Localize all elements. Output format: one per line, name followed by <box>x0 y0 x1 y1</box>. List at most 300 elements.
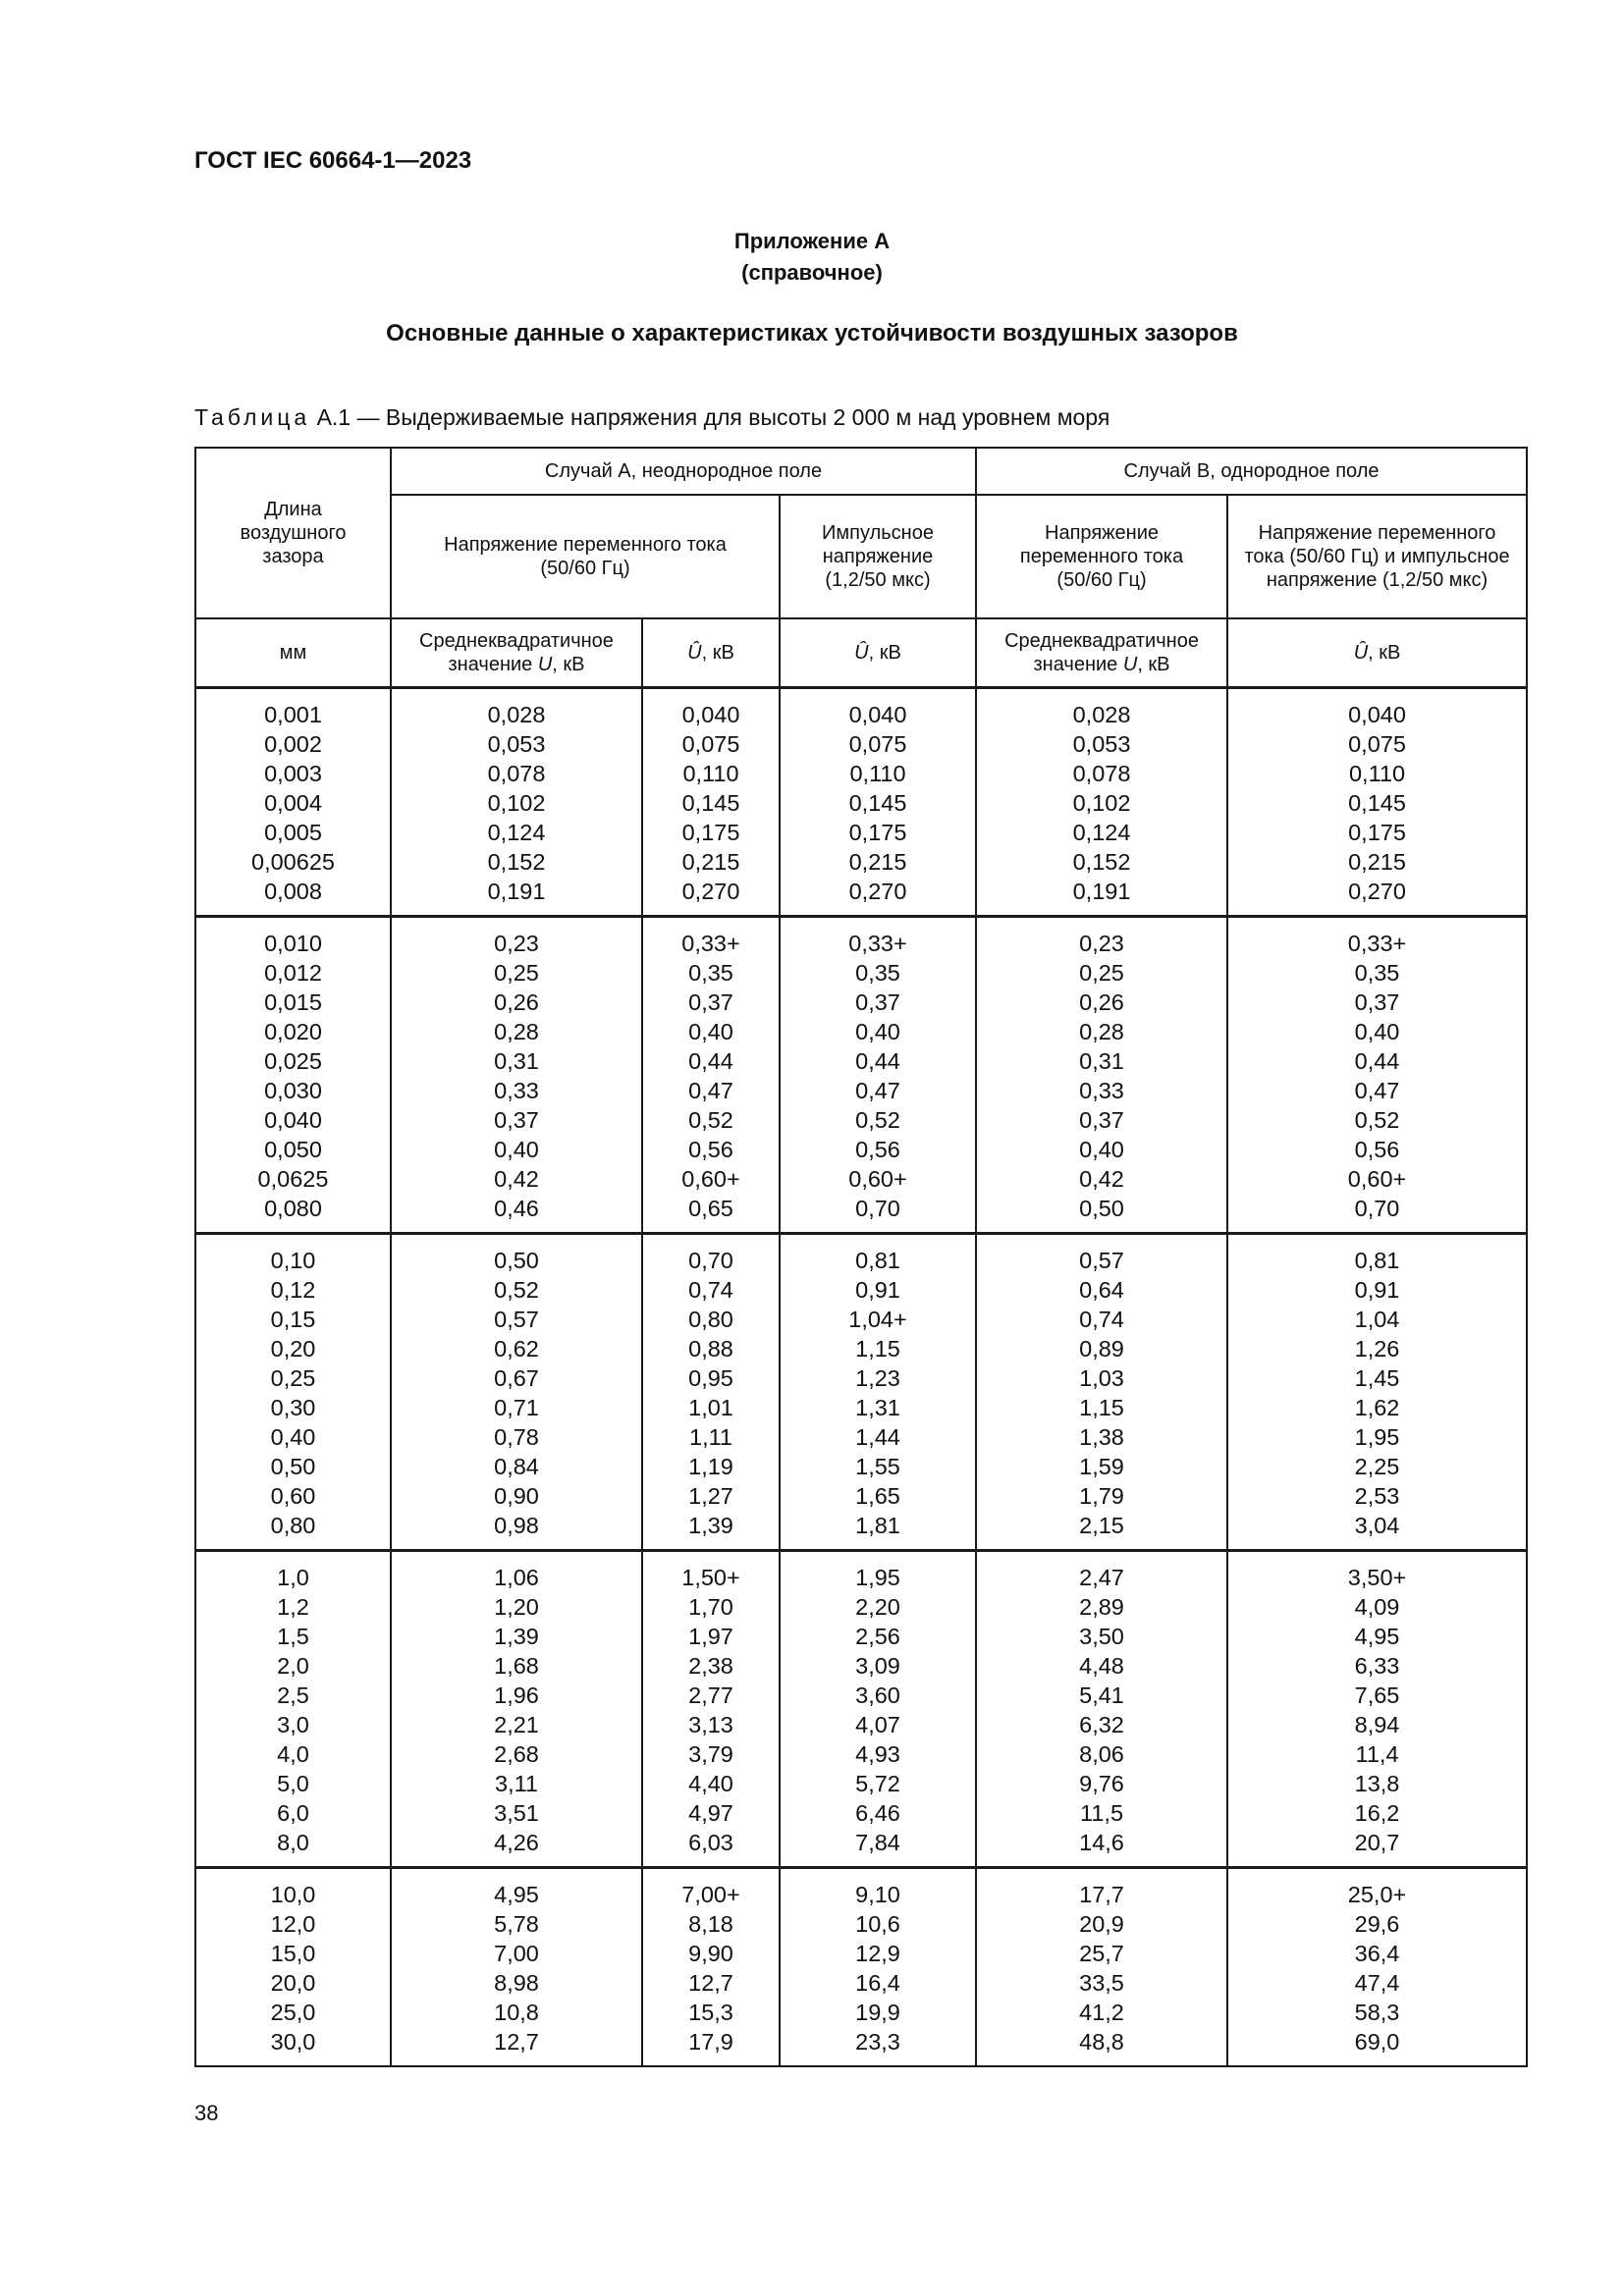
cell-value: 0,110 <box>1348 761 1406 786</box>
cell-value: 0,84 <box>494 1454 539 1479</box>
cell-value: 1,95 <box>855 1565 900 1590</box>
cell-value: 0,56 <box>855 1137 900 1162</box>
cell-value: 2,21 <box>494 1712 539 1737</box>
cell-value: 8,06 <box>1079 1741 1124 1767</box>
head-case-b: Случай В, однородное поле <box>976 448 1527 495</box>
cell-value: 0,145 <box>848 790 907 816</box>
cell-value: 0,005 <box>264 820 322 845</box>
cell-value: 12,0 <box>270 1911 316 1937</box>
table-group <box>195 1551 1527 1868</box>
cell-a-impulse <box>780 1868 976 2067</box>
cell-value: 1,06 <box>494 1565 539 1590</box>
withstand-voltage-table <box>194 447 1528 2067</box>
cell-value: 10,0 <box>270 1882 316 1907</box>
cell-value: 47,4 <box>1354 1970 1400 1996</box>
cell-value: 1,39 <box>688 1513 733 1538</box>
cell-value: 0,102 <box>487 790 546 816</box>
cell-value: 2,38 <box>688 1653 733 1679</box>
cell-value: 3,11 <box>495 1771 538 1796</box>
cell-value: 0,37 <box>494 1107 539 1133</box>
cell-value: 0,35 <box>688 960 733 986</box>
cell-value: 23,3 <box>855 2029 900 2055</box>
cell-b-peak <box>1227 917 1527 1234</box>
cell-value: 12,7 <box>688 1970 733 1996</box>
cell-value: 15,0 <box>270 1941 316 1966</box>
cell-value: 0,67 <box>494 1365 539 1391</box>
cell-value: 0,50 <box>494 1248 539 1273</box>
cell-value: 0,60+ <box>681 1166 740 1192</box>
cell-value: 6,0 <box>277 1800 309 1826</box>
cell-value: 0,81 <box>1354 1248 1400 1273</box>
cell-value: 2,5 <box>277 1682 309 1708</box>
cell-value: 0,42 <box>1079 1166 1124 1192</box>
annex-status: (справочное) <box>741 260 883 285</box>
cell-value: 0,60+ <box>848 1166 907 1192</box>
cell-value: 0,040 <box>848 702 907 727</box>
cell-value: 0,91 <box>855 1277 900 1303</box>
cell-value: 0,52 <box>1354 1107 1400 1133</box>
cell-value: 5,41 <box>1079 1682 1124 1708</box>
cell-b-peak <box>1227 688 1527 917</box>
cell-value: 1,95 <box>1354 1424 1400 1450</box>
cell-value: 0,110 <box>682 761 739 786</box>
cell-value: 0,47 <box>1354 1078 1400 1103</box>
cell-value: 1,23 <box>855 1365 900 1391</box>
cell-value: 0,62 <box>494 1336 539 1362</box>
cell-value: 0,075 <box>681 731 740 757</box>
cell-value: 0,175 <box>1348 820 1406 845</box>
cell-value: 4,95 <box>1354 1624 1400 1649</box>
cell-value: 1,31 <box>855 1395 900 1420</box>
cell-value: 8,94 <box>1354 1712 1400 1737</box>
cell-value: 1,38 <box>1079 1424 1124 1450</box>
cell-value: 4,97 <box>688 1800 733 1826</box>
cell-value: 0,31 <box>1079 1048 1124 1074</box>
head-b-rms: Среднеквадратичное значение U, кВ <box>976 618 1227 688</box>
cell-value: 1,20 <box>494 1594 539 1620</box>
cell-gap <box>195 1234 391 1551</box>
cell-value: 0,145 <box>1348 790 1406 816</box>
cell-value: 0,40 <box>270 1424 316 1450</box>
cell-value: 0,89 <box>1079 1336 1124 1362</box>
cell-value: 0,015 <box>264 989 322 1015</box>
cell-value: 7,00 <box>494 1941 539 1966</box>
cell-a-impulse <box>780 1234 976 1551</box>
cell-value: 0,64 <box>1079 1277 1124 1303</box>
cell-value: 1,45 <box>1354 1365 1400 1391</box>
cell-value: 0,47 <box>688 1078 733 1103</box>
cell-value: 3,51 <box>494 1800 539 1826</box>
cell-value: 1,97 <box>688 1624 733 1649</box>
cell-value: 1,04 <box>1354 1307 1400 1332</box>
cell-value: 0,124 <box>487 820 546 845</box>
cell-value: 16,4 <box>855 1970 900 1996</box>
cell-value: 1,68 <box>494 1653 539 1679</box>
cell-a-peak <box>642 1551 780 1868</box>
head-impulse-a: Импульсное напряжение (1,2/50 мкс) <box>780 495 976 618</box>
cell-value: 0,175 <box>848 820 907 845</box>
cell-value: 4,48 <box>1079 1653 1124 1679</box>
cell-value: 1,03 <box>1079 1365 1124 1391</box>
cell-value: 19,9 <box>855 2000 900 2025</box>
annex-label: Приложение А <box>733 229 891 253</box>
cell-value: 10,6 <box>855 1911 900 1937</box>
table-group <box>195 1234 1527 1551</box>
cell-value: 0,002 <box>264 731 322 757</box>
cell-value: 0,10 <box>270 1248 316 1273</box>
cell-value: 0,65 <box>688 1196 733 1221</box>
cell-value: 1,59 <box>1079 1454 1124 1479</box>
cell-value: 0,95 <box>688 1365 733 1391</box>
cell-value: 3,04 <box>1354 1513 1400 1538</box>
cell-value: 1,62 <box>1354 1395 1400 1420</box>
cell-b-rms <box>976 917 1227 1234</box>
cell-value: 0,40 <box>494 1137 539 1162</box>
table-group <box>195 1868 1527 2067</box>
cell-value: 0,88 <box>688 1336 733 1362</box>
cell-value: 25,0 <box>270 2000 316 2025</box>
cell-value: 0,28 <box>1079 1019 1124 1044</box>
cell-value: 5,72 <box>855 1771 900 1796</box>
cell-value: 29,6 <box>1354 1911 1400 1937</box>
cell-value: 0,42 <box>494 1166 539 1192</box>
cell-value: 0,98 <box>494 1513 539 1538</box>
cell-value: 3,13 <box>688 1712 733 1737</box>
cell-value: 0,52 <box>494 1277 539 1303</box>
cell-value: 15,3 <box>688 2000 733 2025</box>
cell-value: 58,3 <box>1354 2000 1400 2025</box>
cell-value: 0,053 <box>1072 731 1131 757</box>
cell-value: 1,44 <box>855 1424 900 1450</box>
head-ac-impulse-b: Напряжение переменного тока (50/60 Гц) и импульсное напряжение (1,2/50 мкс) <box>1227 495 1527 618</box>
cell-value: 0,20 <box>270 1336 316 1362</box>
cell-value: 36,4 <box>1354 1941 1400 1966</box>
table-caption-text: А.1 — Выдерживаемые напряжения для высоты 2 000 м над уровнем моря <box>316 404 1110 430</box>
cell-value: 0,078 <box>1072 761 1131 786</box>
cell-value: 1,11 <box>689 1424 732 1450</box>
cell-value: 0,40 <box>688 1019 733 1044</box>
cell-value: 0,075 <box>1348 731 1406 757</box>
cell-value: 0,33 <box>494 1078 539 1103</box>
cell-value: 1,65 <box>855 1483 900 1509</box>
cell-a-impulse <box>780 688 976 917</box>
cell-value: 0,37 <box>1354 989 1400 1015</box>
cell-value: 6,46 <box>855 1800 900 1826</box>
cell-value: 0,080 <box>264 1196 322 1221</box>
cell-value: 7,65 <box>1354 1682 1400 1708</box>
cell-value: 2,89 <box>1079 1594 1124 1620</box>
cell-value: 0,152 <box>487 849 546 875</box>
cell-value: 1,01 <box>688 1395 733 1420</box>
cell-value: 0,215 <box>848 849 907 875</box>
cell-value: 1,26 <box>1354 1336 1400 1362</box>
table-row <box>195 688 1527 917</box>
cell-value: 1,50+ <box>681 1565 740 1590</box>
cell-value: 0,33+ <box>848 931 907 956</box>
cell-b-peak <box>1227 1234 1527 1551</box>
cell-value: 0,35 <box>1354 960 1400 986</box>
cell-value: 0,70 <box>855 1196 900 1221</box>
cell-value: 1,55 <box>855 1454 900 1479</box>
cell-value: 17,9 <box>688 2029 733 2055</box>
cell-value: 0,37 <box>1079 1107 1124 1133</box>
cell-a-impulse <box>780 917 976 1234</box>
cell-value: 0,74 <box>1079 1307 1124 1332</box>
cell-value: 4,0 <box>277 1741 309 1767</box>
cell-value: 0,90 <box>494 1483 539 1509</box>
cell-value: 0,80 <box>270 1513 316 1538</box>
cell-value: 1,2 <box>277 1594 309 1620</box>
cell-value: 0,001 <box>264 702 322 727</box>
cell-value: 1,15 <box>1079 1395 1124 1420</box>
cell-value: 0,31 <box>494 1048 539 1074</box>
cell-value: 1,27 <box>688 1483 733 1509</box>
cell-a-impulse <box>780 1551 976 1868</box>
head-case-a: Случай А, неоднородное поле <box>391 448 976 495</box>
head-a-rms: Среднеквадратичное значение U, кВ <box>391 618 642 688</box>
cell-value: 33,5 <box>1079 1970 1124 1996</box>
cell-value: 2,25 <box>1354 1454 1400 1479</box>
cell-value: 2,47 <box>1079 1565 1124 1590</box>
cell-value: 41,2 <box>1079 2000 1124 2025</box>
cell-value: 0,040 <box>1348 702 1406 727</box>
cell-value: 2,0 <box>277 1653 309 1679</box>
cell-value: 2,56 <box>855 1624 900 1649</box>
cell-value: 0,26 <box>494 989 539 1015</box>
table-row <box>195 1551 1527 1868</box>
cell-value: 0,040 <box>264 1107 322 1133</box>
cell-value: 0,71 <box>494 1395 539 1420</box>
cell-value: 0,25 <box>270 1365 316 1391</box>
cell-value: 0,053 <box>487 731 546 757</box>
head-gap-length: Длина воздушного зазора <box>195 448 391 618</box>
head-b-peak: Û, кВ <box>1227 618 1527 688</box>
cell-value: 20,0 <box>270 1970 316 1996</box>
cell-value: 0,215 <box>1348 849 1406 875</box>
head-ac-voltage-a: Напряжение переменного тока (50/60 Гц) <box>391 495 780 618</box>
table-head <box>195 448 1527 688</box>
cell-a-rms <box>391 1234 642 1551</box>
cell-a-peak <box>642 917 780 1234</box>
head-a-peak: Û, кВ <box>642 618 780 688</box>
table-row <box>195 1234 1527 1551</box>
cell-value: 4,07 <box>855 1712 900 1737</box>
cell-b-rms <box>976 688 1227 917</box>
cell-value: 0,70 <box>1354 1196 1400 1221</box>
cell-value: 2,20 <box>855 1594 900 1620</box>
cell-value: 0,020 <box>264 1019 322 1044</box>
cell-value: 0,56 <box>688 1137 733 1162</box>
cell-value: 0,40 <box>1079 1137 1124 1162</box>
cell-value: 0,57 <box>1079 1248 1124 1273</box>
cell-value: 0,15 <box>270 1307 316 1332</box>
cell-value: 1,96 <box>494 1682 539 1708</box>
cell-value: 0,124 <box>1072 820 1131 845</box>
cell-value: 6,03 <box>688 1830 733 1855</box>
cell-value: 17,7 <box>1079 1882 1124 1907</box>
cell-value: 0,33+ <box>1347 931 1407 956</box>
cell-value: 0,270 <box>1348 879 1406 904</box>
cell-value: 0,12 <box>270 1277 316 1303</box>
cell-value: 0,46 <box>494 1196 539 1221</box>
cell-value: 7,84 <box>855 1830 900 1855</box>
cell-value: 2,77 <box>688 1682 733 1708</box>
cell-value: 0,145 <box>681 790 740 816</box>
cell-value: 9,10 <box>855 1882 900 1907</box>
head-ac-voltage-b: Напряжение переменного тока (50/60 Гц) <box>976 495 1227 618</box>
cell-value: 4,26 <box>494 1830 539 1855</box>
cell-gap <box>195 1551 391 1868</box>
cell-value: 6,33 <box>1354 1653 1400 1679</box>
cell-value: 7,00+ <box>681 1882 740 1907</box>
cell-value: 0,040 <box>681 702 740 727</box>
table-group <box>195 917 1527 1234</box>
cell-value: 0,215 <box>681 849 740 875</box>
cell-value: 4,93 <box>855 1741 900 1767</box>
cell-value: 0,003 <box>264 761 322 786</box>
cell-value: 0,33+ <box>681 931 740 956</box>
cell-value: 0,010 <box>264 931 322 956</box>
cell-a-peak <box>642 1868 780 2067</box>
cell-value: 6,32 <box>1079 1712 1124 1737</box>
cell-value: 0,23 <box>1079 931 1124 956</box>
cell-value: 69,0 <box>1354 2029 1400 2055</box>
cell-value: 0,50 <box>1079 1196 1124 1221</box>
table-row <box>195 917 1527 1234</box>
cell-value: 14,6 <box>1079 1830 1124 1855</box>
cell-value: 11,5 <box>1080 1800 1124 1826</box>
cell-value: 16,2 <box>1354 1800 1400 1826</box>
cell-b-peak <box>1227 1551 1527 1868</box>
cell-gap <box>195 917 391 1234</box>
cell-gap <box>195 688 391 917</box>
cell-value: 0,050 <box>264 1137 322 1162</box>
cell-value: 0,23 <box>494 931 539 956</box>
cell-a-peak <box>642 688 780 917</box>
cell-value: 3,50 <box>1079 1624 1124 1649</box>
cell-value: 4,09 <box>1354 1594 1400 1620</box>
cell-value: 1,70 <box>688 1594 733 1620</box>
cell-value: 0,00625 <box>251 849 335 875</box>
cell-value: 0,91 <box>1354 1277 1400 1303</box>
cell-value: 0,110 <box>849 761 906 786</box>
cell-value: 0,40 <box>855 1019 900 1044</box>
cell-value: 0,70 <box>688 1248 733 1273</box>
cell-a-rms <box>391 1868 642 2067</box>
cell-value: 2,15 <box>1079 1513 1124 1538</box>
cell-value: 9,90 <box>688 1941 733 1966</box>
cell-value: 0,52 <box>688 1107 733 1133</box>
cell-value: 1,5 <box>277 1624 309 1649</box>
cell-value: 0,102 <box>1072 790 1131 816</box>
cell-value: 0,37 <box>688 989 733 1015</box>
cell-value: 1,0 <box>277 1565 309 1590</box>
cell-value: 0,35 <box>855 960 900 986</box>
cell-value: 0,26 <box>1079 989 1124 1015</box>
cell-b-rms <box>976 1551 1227 1868</box>
cell-value: 0,81 <box>855 1248 900 1273</box>
cell-value: 0,28 <box>494 1019 539 1044</box>
cell-value: 13,8 <box>1354 1771 1400 1796</box>
cell-value: 4,40 <box>688 1771 733 1796</box>
cell-value: 0,60+ <box>1347 1166 1407 1192</box>
annex-title: Основные данные о характеристиках устойчивости воздушных зазоров <box>386 320 1238 347</box>
cell-b-peak <box>1227 1868 1527 2067</box>
cell-value: 12,7 <box>494 2029 539 2055</box>
cell-value: 5,78 <box>494 1911 539 1937</box>
cell-value: 0,028 <box>487 702 546 727</box>
cell-value: 0,078 <box>487 761 546 786</box>
cell-a-rms <box>391 917 642 1234</box>
cell-value: 0,52 <box>855 1107 900 1133</box>
cell-value: 8,98 <box>494 1970 539 1996</box>
cell-value: 8,0 <box>277 1830 309 1855</box>
cell-value: 0,191 <box>1072 879 1131 904</box>
cell-value: 0,175 <box>681 820 740 845</box>
document-header: ГОСТ IEC 60664-1—2023 <box>194 147 472 174</box>
cell-value: 0,152 <box>1072 849 1131 875</box>
cell-value: 4,95 <box>494 1882 539 1907</box>
cell-value: 1,81 <box>855 1513 900 1538</box>
cell-value: 3,79 <box>688 1741 733 1767</box>
cell-value: 5,0 <box>277 1771 309 1796</box>
cell-value: 0,50 <box>270 1454 316 1479</box>
table-row <box>195 1868 1527 2067</box>
cell-a-peak <box>642 1234 780 1551</box>
cell-value: 0,30 <box>270 1395 316 1420</box>
cell-value: 0,008 <box>264 879 322 904</box>
cell-value: 25,7 <box>1079 1941 1124 1966</box>
cell-value: 0,004 <box>264 790 322 816</box>
cell-value: 0,80 <box>688 1307 733 1332</box>
cell-value: 0,270 <box>848 879 907 904</box>
cell-value: 0,44 <box>688 1048 733 1074</box>
cell-value: 20,7 <box>1354 1830 1400 1855</box>
cell-value: 2,53 <box>1354 1483 1400 1509</box>
table-group <box>195 688 1527 917</box>
cell-value: 0,025 <box>264 1048 322 1074</box>
cell-value: 0,028 <box>1072 702 1131 727</box>
cell-value: 1,04+ <box>848 1307 907 1332</box>
cell-value: 0,57 <box>494 1307 539 1332</box>
cell-value: 0,78 <box>494 1424 539 1450</box>
cell-value: 2,68 <box>494 1741 539 1767</box>
cell-value: 3,0 <box>277 1712 309 1737</box>
head-unit-mm: мм <box>195 618 391 688</box>
cell-value: 12,9 <box>855 1941 900 1966</box>
cell-value: 8,18 <box>688 1911 733 1937</box>
cell-value: 9,76 <box>1079 1771 1124 1796</box>
cell-value: 1,79 <box>1079 1483 1124 1509</box>
cell-value: 11,4 <box>1355 1741 1399 1767</box>
page-number: 38 <box>194 2101 219 2125</box>
cell-value: 0,030 <box>264 1078 322 1103</box>
cell-value: 0,40 <box>1354 1019 1400 1044</box>
cell-value: 0,60 <box>270 1483 316 1509</box>
cell-value: 1,19 <box>688 1454 733 1479</box>
cell-value: 1,39 <box>494 1624 539 1649</box>
cell-value: 3,60 <box>855 1682 900 1708</box>
cell-value: 0,74 <box>688 1277 733 1303</box>
cell-value: 0,012 <box>264 960 322 986</box>
cell-value: 0,44 <box>855 1048 900 1074</box>
table-caption <box>194 404 1110 431</box>
cell-value: 0,25 <box>494 960 539 986</box>
cell-value: 0,56 <box>1354 1137 1400 1162</box>
cell-value: 0,33 <box>1079 1078 1124 1103</box>
cell-value: 10,8 <box>494 2000 539 2025</box>
cell-value: 0,191 <box>487 879 546 904</box>
